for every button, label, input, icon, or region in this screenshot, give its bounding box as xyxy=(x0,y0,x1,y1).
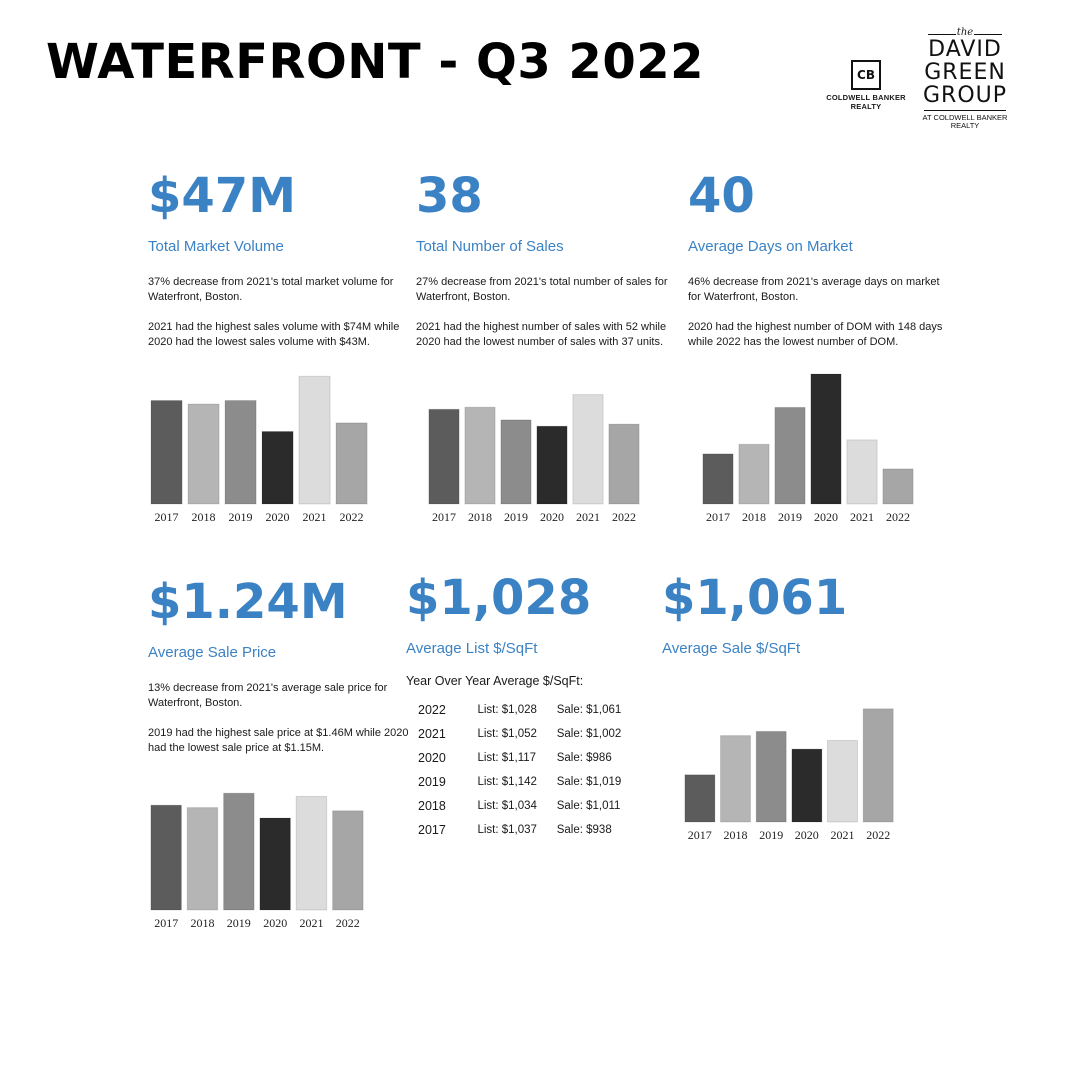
yoy-list: List: $1,117 xyxy=(477,752,537,764)
volume-tick-label: 2021 xyxy=(302,510,327,524)
sale_sqft-bar-2017 xyxy=(685,775,715,822)
sale_sqft-bar-2018 xyxy=(721,736,751,822)
dom-tick-label: 2018 xyxy=(742,510,766,524)
dom-tick-label: 2021 xyxy=(850,510,874,524)
volume-panel xyxy=(148,170,410,350)
volume-bar-2020 xyxy=(262,432,293,505)
dg-logo-line3: GROUP xyxy=(922,83,1008,108)
yoy-sale: Sale: $1,019 xyxy=(556,776,622,788)
sales-bar-2020 xyxy=(537,426,567,504)
sale_sqft-tick-label: 2018 xyxy=(723,828,748,842)
dg-logo-line1: DAVID xyxy=(928,37,1002,62)
sale_sqft-bar-2022 xyxy=(863,709,893,822)
volume-tick-label: 2022 xyxy=(339,510,364,524)
dg-logo-line2: GREEN xyxy=(924,60,1006,85)
coldwell-banker-logo xyxy=(818,60,914,111)
price-label: Average Sale Price xyxy=(148,644,277,661)
yoy-list: List: $1,052 xyxy=(477,728,537,740)
dom-bar-2020 xyxy=(811,374,841,504)
sales-tick-label: 2021 xyxy=(576,510,600,524)
volume-tick-label: 2017 xyxy=(154,510,179,524)
sale_sqft-bar-2020 xyxy=(792,749,822,822)
yoy-table xyxy=(406,674,636,842)
yoy-sale: Sale: $986 xyxy=(556,752,612,764)
volume-tick-label: 2018 xyxy=(191,510,216,524)
sales-tick-label: 2017 xyxy=(432,510,456,524)
dg-logo-sub1: AT COLDWELL BANKER xyxy=(922,113,1008,122)
sale-sqft-label: Average Sale $/SqFt xyxy=(662,640,801,657)
dg-logo-divider xyxy=(924,110,1006,111)
sales-bar-2017 xyxy=(429,409,459,504)
sale_sqft-bar-2021 xyxy=(828,741,858,823)
sales-tick-label: 2022 xyxy=(612,510,636,524)
sales-bar-chart xyxy=(426,382,642,526)
yoy-sale: Sale: $1,061 xyxy=(556,704,622,716)
price-tick-label: 2021 xyxy=(299,916,324,930)
yoy-list: List: $1,037 xyxy=(477,824,537,836)
price-tick-label: 2017 xyxy=(154,916,179,930)
david-green-group-logo xyxy=(922,28,1008,130)
price-tick-label: 2019 xyxy=(226,916,251,930)
price-tick-label: 2020 xyxy=(263,916,288,930)
volume-desc-1: 37% decrease from 2021's total market volume for Waterfront, Boston. xyxy=(148,276,394,303)
yoy-list: List: $1,142 xyxy=(477,776,537,788)
yoy-list: List: $1,028 xyxy=(477,704,537,716)
dom-value: 40 xyxy=(688,168,755,224)
price-bar-2019 xyxy=(224,793,255,910)
list-sqft-panel xyxy=(406,572,668,657)
volume-bar-2021 xyxy=(299,376,330,504)
yoy-year: 2019 xyxy=(418,775,446,789)
price-bar-2022 xyxy=(333,811,364,910)
volume-value: $47M xyxy=(148,168,296,224)
price-desc-1: 13% decrease from 2021's average sale price for Waterfront, Boston. xyxy=(148,682,388,709)
table-row xyxy=(406,746,636,770)
price-tick-label: 2022 xyxy=(335,916,360,930)
sales-desc-2: 2021 had the highest number of sales with 52 while 2020 had the lowest number of sales with 37 units. xyxy=(416,321,667,348)
cb-logo-line1: COLDWELL BANKER xyxy=(826,93,906,102)
sale_sqft-tick-label: 2021 xyxy=(830,828,855,842)
sales-tick-label: 2018 xyxy=(468,510,492,524)
volume-tick-label: 2019 xyxy=(228,510,253,524)
sale_sqft-tick-label: 2019 xyxy=(759,828,784,842)
dom-bar-2021 xyxy=(847,440,877,504)
list-sqft-value: $1,028 xyxy=(406,570,592,626)
dom-bar-chart xyxy=(700,374,916,526)
yoy-list: List: $1,034 xyxy=(477,800,537,812)
dom-tick-label: 2017 xyxy=(706,510,730,524)
dom-bar-2018 xyxy=(739,444,769,504)
cb-logo-line2: REALTY xyxy=(850,102,882,111)
sale_sqft-tick-label: 2022 xyxy=(866,828,891,842)
dom-tick-label: 2019 xyxy=(778,510,802,524)
volume-desc-2: 2021 had the highest sales volume with $74M while 2020 had the lowest sales volume with $43M. xyxy=(148,321,400,348)
table-row xyxy=(406,722,636,746)
dom-tick-label: 2022 xyxy=(886,510,910,524)
yoy-sale: Sale: $1,011 xyxy=(556,800,621,812)
yoy-year: 2020 xyxy=(418,751,446,765)
sales-label: Total Number of Sales xyxy=(416,238,564,255)
dom-desc-1: 46% decrease from 2021's average days on market for Waterfront, Boston. xyxy=(688,276,940,303)
sale_sqft-bar-2019 xyxy=(756,731,786,822)
yoy-sale: Sale: $1,002 xyxy=(556,728,622,740)
sale-sqft-value: $1,061 xyxy=(662,570,848,626)
volume-label: Total Market Volume xyxy=(148,238,284,255)
dom-label: Average Days on Market xyxy=(688,238,853,255)
sales-bar-2022 xyxy=(609,424,639,504)
sales-tick-label: 2019 xyxy=(504,510,528,524)
dom-desc-2: 2020 had the highest number of DOM with 148 days while 2022 has the lowest number of DOM. xyxy=(688,321,943,348)
yoy-title: Year Over Year Average $/SqFt: xyxy=(406,674,584,688)
price-bar-2020 xyxy=(260,818,291,910)
table-row xyxy=(406,698,636,722)
price-bar-2017 xyxy=(151,805,182,910)
price-value: $1.24M xyxy=(148,574,348,630)
price-bar-2021 xyxy=(296,796,327,910)
dom-panel xyxy=(688,170,950,350)
yoy-sale: Sale: $938 xyxy=(556,824,612,836)
volume-bar-2017 xyxy=(151,401,182,505)
dom-bar-2017 xyxy=(703,454,733,504)
dg-logo-the: the xyxy=(922,28,1008,38)
price-desc-2: 2019 had the highest sale price at $1.46M while 2020 had the lowest sale price at $1.15M. xyxy=(148,727,409,754)
yoy-year: 2018 xyxy=(418,799,446,813)
sales-value: 38 xyxy=(416,168,483,224)
sales-desc-1: 27% decrease from 2021's total number of sales for Waterfront, Boston. xyxy=(416,276,668,303)
price-panel xyxy=(148,576,410,756)
sales-bar-2019 xyxy=(501,420,531,504)
sale-sqft-panel xyxy=(662,572,924,657)
page-title: WATERFRONT - Q3 2022 xyxy=(46,34,705,90)
volume-bar-2022 xyxy=(336,423,367,504)
volume-tick-label: 2020 xyxy=(265,510,290,524)
table-row xyxy=(406,794,636,818)
price-bar-2018 xyxy=(187,808,218,910)
table-row xyxy=(406,818,636,842)
yoy-year: 2022 xyxy=(418,703,446,717)
volume-bar-2019 xyxy=(225,401,256,505)
list-sqft-label: Average List $/SqFt xyxy=(406,640,538,657)
yoy-year: 2021 xyxy=(418,727,446,741)
sales-bar-2018 xyxy=(465,407,495,504)
dom-bar-2022 xyxy=(883,469,913,504)
sales-tick-label: 2020 xyxy=(540,510,564,524)
dom-bar-2019 xyxy=(775,407,805,504)
dom-tick-label: 2020 xyxy=(814,510,838,524)
sale_sqft-tick-label: 2020 xyxy=(794,828,819,842)
sales-panel xyxy=(416,170,678,350)
price-tick-label: 2018 xyxy=(190,916,215,930)
price-bar-chart xyxy=(148,782,366,932)
sales-bar-2021 xyxy=(573,395,603,504)
dg-logo-sub2: REALTY xyxy=(950,121,980,130)
volume-bar-chart xyxy=(148,366,370,526)
cb-logo-icon: CB xyxy=(851,60,881,90)
yoy-year: 2017 xyxy=(418,823,446,837)
sale-sqft-bar-chart xyxy=(682,704,896,844)
table-row xyxy=(406,770,636,794)
volume-bar-2018 xyxy=(188,404,219,504)
sale_sqft-tick-label: 2017 xyxy=(687,828,712,842)
